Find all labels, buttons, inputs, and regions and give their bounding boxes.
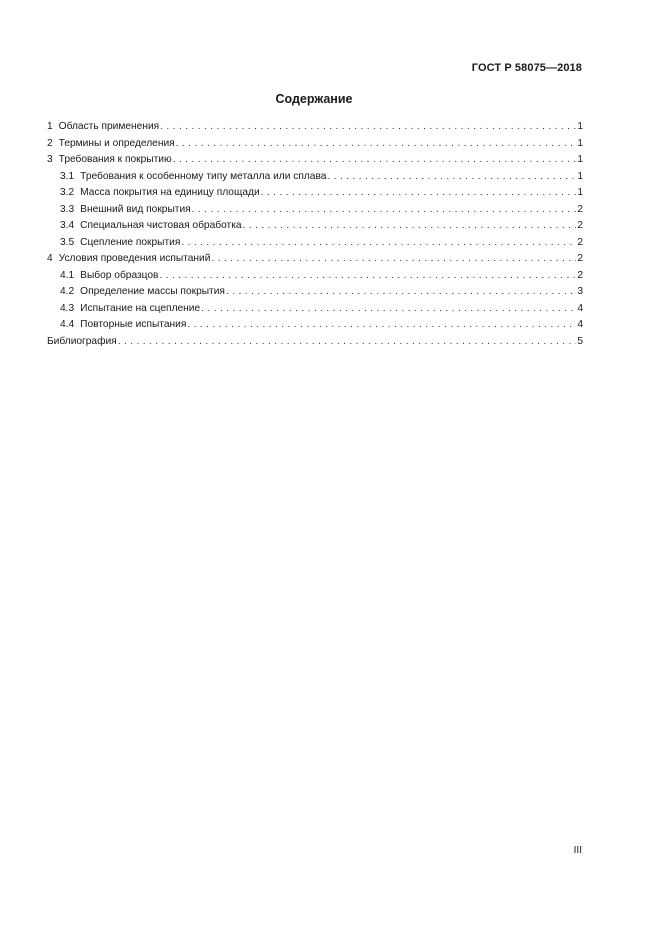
toc-entry-page: 4 [577,302,583,314]
toc-entry-4-2[interactable] [47,284,583,301]
toc-entry-number: 3.1 [60,170,75,182]
document-code: ГОСТ Р 58075—2018 [471,62,582,74]
toc-entry-number: 3 [47,154,53,165]
toc-entry-number: 2 [47,137,53,149]
toc-leader-dots [187,317,576,334]
toc-entry-page: 2 [577,220,583,231]
toc-entry-3[interactable] [47,152,583,169]
toc-entry-label: Испытание на сцепление [80,302,201,314]
toc-entry-label: Библиография [47,335,117,347]
toc-leader-dots [118,334,577,351]
toc-entry-4-3[interactable] [47,301,583,318]
toc-leader-dots [181,235,576,252]
toc-entry-page: 1 [577,137,583,149]
toc-entry-page: 2 [577,203,583,215]
toc-entry-label: Требования к покрытию [58,154,172,165]
toc-entry-label: Требования к особенному типу металла или сплава [80,170,327,182]
toc-entry-number: 3.2 [60,187,75,198]
toc-entry-number: 3.4 [60,220,75,231]
toc-entry-label: Специальная чистовая обработка [80,220,242,231]
toc-entry-3-4[interactable] [47,218,583,235]
toc-leader-dots [201,301,576,318]
toc-entry-page: 2 [577,269,583,281]
toc-entry-number: 4.2 [60,286,75,297]
toc-entry-label: Внешний вид покрытия [80,203,191,215]
toc-entry-page: 2 [577,236,583,248]
toc-title: Содержание [275,92,353,106]
toc-entry-3-5[interactable] [47,235,583,252]
toc-leader-dots [226,284,576,301]
toc-entry-3-3[interactable] [47,202,583,219]
toc-entry-number: 4.1 [60,269,75,281]
toc-leader-dots [192,202,577,219]
toc-entry-number: 1 [47,121,53,132]
toc-leader-dots [327,169,576,186]
toc-entry-4[interactable] [47,251,583,268]
toc-leader-dots [173,152,577,169]
toc-entry-3-1[interactable] [47,169,583,186]
toc-leader-dots [160,119,576,136]
toc-entry-4-1[interactable] [47,268,583,285]
toc-entry-label: Определение массы покрытия [80,286,225,297]
toc-entry-label: Масса покрытия на единицу площади [80,187,260,198]
toc-entry-page: 1 [577,170,583,182]
toc-entry-label: Термины и определения [58,137,175,149]
page-number: III [573,845,582,856]
toc-entry-page: 4 [577,319,583,330]
toc-entry-label: Условия проведения испытаний [58,253,211,264]
toc-entry-number: 4 [47,253,53,264]
toc-entry-page: 1 [577,121,583,132]
toc-entry-label: Сцепление покрытия [80,236,181,248]
toc-entry-3-2[interactable] [47,185,583,202]
toc-entry-label: Повторные испытания [80,319,187,330]
toc-entry-page: 1 [577,187,583,198]
toc-entry-1[interactable] [47,119,583,136]
toc-entry-page: 1 [577,154,583,165]
toc-leader-dots [243,218,577,235]
toc-entry-page: 3 [577,286,583,297]
toc-leader-dots [176,136,577,153]
toc-entry-bibliography[interactable] [47,334,583,351]
toc-entry-number: 4.4 [60,319,75,330]
toc-entry-page: 5 [577,335,583,347]
table-of-contents [47,119,583,350]
toc-entry-4-4[interactable] [47,317,583,334]
toc-entry-number: 3.5 [60,236,75,248]
toc-entry-page: 2 [577,253,583,264]
toc-leader-dots [261,185,577,202]
toc-entry-label: Область применения [58,121,160,132]
toc-leader-dots [211,251,576,268]
toc-leader-dots [159,268,576,285]
toc-entry-label: Выбор образцов [80,269,159,281]
toc-entry-2[interactable] [47,136,583,153]
toc-entry-number: 4.3 [60,302,75,314]
toc-entry-number: 3.3 [60,203,75,215]
